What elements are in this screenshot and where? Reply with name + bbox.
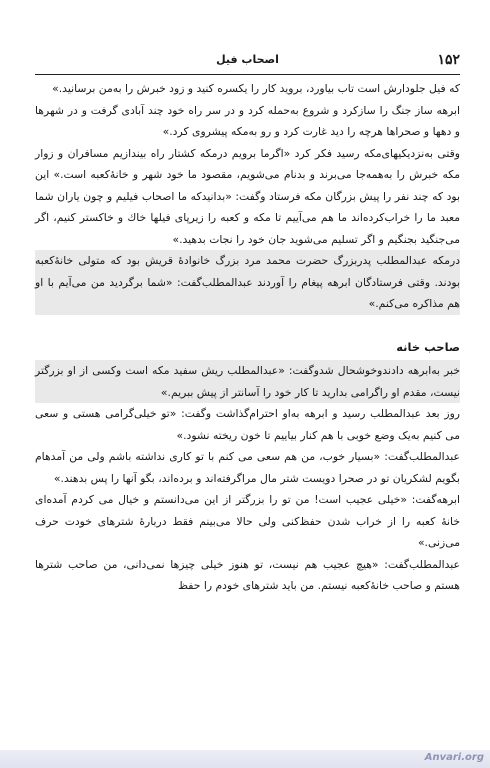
page-header — [35, 50, 460, 75]
body-text — [35, 78, 460, 597]
paragraph: که فیل جلودارش است تاب بیاورد، بروید کار را یکسره کنید و زود خبرش را به‌من برسانید.» — [52, 82, 460, 95]
page-number: ۱۵۲ — [437, 52, 460, 68]
watermark: Anvari.org — [424, 752, 484, 763]
paragraph: وقتی به‌نزدیکیهای‌مکه رسید فکر کرد «اگرما برویم درمکه کشتار راه بیندازیم مسافران و زوار مکه خبرش را به‌همه‌جا می‌برند و بدنام می‌شویم، مقصود ما خود شهر و خانهٔ‌کعبه است.» این بود که چند نفر را پیش بزرگان مکه فرستاد وگفت: «بدانیدکه ما اصحاب فیلیم و چون یاران شما معبد ما را خراب‌کرده‌اند ما هم می‌آییم تا مکه و کعبه را زیرپای فیلها خاك و خاکستر کنیم، اگر می‌جنگید بجنگیم و اگر تسلیم می‌شوید جان خود را نجات بدهید.» — [35, 146, 460, 246]
paragraph: ابرهه‌گفت: «خیلی عجیب است! من تو را بزرگتر از این می‌دانستم و خیال می کردم آمده‌ای خانهٔ کعبه را از خراب شدن حفظ‌کنی ولی حالا می‌بینم فقط دربارهٔ شترهای خودت حرف می‌زنی.» — [35, 493, 460, 549]
footer-band — [0, 750, 490, 768]
paragraph: خبر به‌ابرهه دادندوخوشحال شدوگفت: «عبدالمطلب ریش سفید مکه است وکسی از او بزرگتر نیست، مقدم او راگرامی بدارید تا کار خود را آسانتر از پیش ببریم.» — [35, 360, 460, 403]
paragraph: روز بعد عبدالمطلب رسید و ابرهه به‌او احترام‌گذاشت وگفت: «تو خیلی‌گرامی هستی و سعی می کنیم به‌یک وضع خوبی با هم کنار بیاییم تا خون ریخته نشود.» — [35, 407, 460, 442]
paragraph: عبدالمطلب‌گفت: «هیچ عجیب هم نیست، تو هنوز خیلی چیزها نمی‌دانی، من صاحب شترها هستم و صاحب خانهٔ‌کعبه نیستم. من باید شترهای خودم را حفظ — [35, 557, 460, 592]
paragraph: ابرهه ساز جنگ را سازکرد و شروع به‌حمله کرد و در سر راه خود چند آبادی گرفت و در شهرها و دهها و صحراها هرچه را دید غارت کرد و رو به‌مکه پیشروی کرد.» — [35, 103, 460, 138]
paragraph: عبدالمطلب‌گفت: «بسیار خوب، من هم سعی می کنم با تو کاری نداشته باشم ولی من آمدهام بگویم لشکریان تو در صحرا دویست شتر مال مراگرفته‌اند و برده‌اند، بگو آنها را پس بدهند.» — [35, 450, 460, 485]
paragraph: درمکه عبدالمطلب پدربزرگ حضرت محمد مرد بزرگ خانوادهٔ قریش بود که متولی خانهٔ‌کعبه بودند. وقتی فرستادگان ابرهه پیغام را آوردند عبدالمطلب‌گفت: «شما برگردید من می‌آیم با او هم مذاکره می‌کنم.» — [35, 250, 460, 315]
running-title: اصحاب فیل — [216, 53, 279, 66]
section-heading: صاحب خانه — [396, 339, 460, 354]
